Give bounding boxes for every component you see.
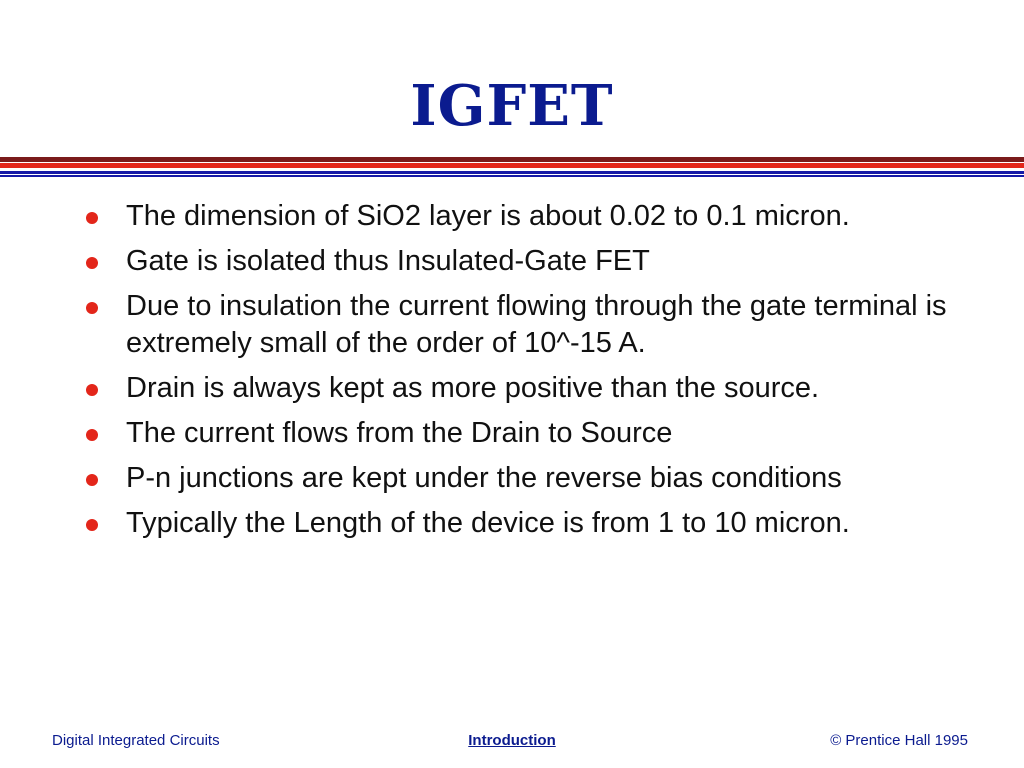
bullet-dot-icon xyxy=(86,302,98,314)
divider-rule-red xyxy=(0,163,1024,168)
divider-rule-blue xyxy=(0,171,1024,174)
bullet-item xyxy=(86,460,966,497)
bullet-text: Due to insulation the current flowing through the gate terminal is extremely small of the order of 10^-15 A. xyxy=(126,290,947,359)
bullet-dot-icon xyxy=(86,519,98,531)
bullet-item xyxy=(86,370,966,407)
bullet-text: Typically the Length of the device is from 1 to 10 micron. xyxy=(126,507,850,539)
bullet-text: P-n junctions are kept under the reverse bias conditions xyxy=(126,462,842,494)
bullet-dot-icon xyxy=(86,384,98,396)
bullet-text: The current flows from the Drain to Source xyxy=(126,417,673,449)
slide-title: IGFET xyxy=(410,73,614,139)
footer-section-link[interactable]: Introduction xyxy=(468,732,556,749)
bullet-list xyxy=(86,198,966,550)
bullet-text: Drain is always kept as more positive than the source. xyxy=(126,372,820,404)
divider-rule-blue-thin xyxy=(0,175,1024,177)
bullet-dot-icon xyxy=(86,212,98,224)
bullet-item xyxy=(86,415,966,452)
divider-rule-dark-red xyxy=(0,157,1024,162)
bullet-item xyxy=(86,505,966,542)
bullet-dot-icon xyxy=(86,257,98,269)
footer-copyright: © Prentice Hall 1995 xyxy=(830,732,968,749)
bullet-item xyxy=(86,198,966,235)
bullet-dot-icon xyxy=(86,429,98,441)
bullet-item xyxy=(86,243,966,280)
bullet-dot-icon xyxy=(86,474,98,486)
bullet-text: Gate is isolated thus Insulated-Gate FET xyxy=(126,245,650,277)
bullet-item xyxy=(86,288,966,362)
footer-course-title: Digital Integrated Circuits xyxy=(52,732,220,749)
bullet-text: The dimension of SiO2 layer is about 0.02 to 0.1 micron. xyxy=(126,200,850,232)
